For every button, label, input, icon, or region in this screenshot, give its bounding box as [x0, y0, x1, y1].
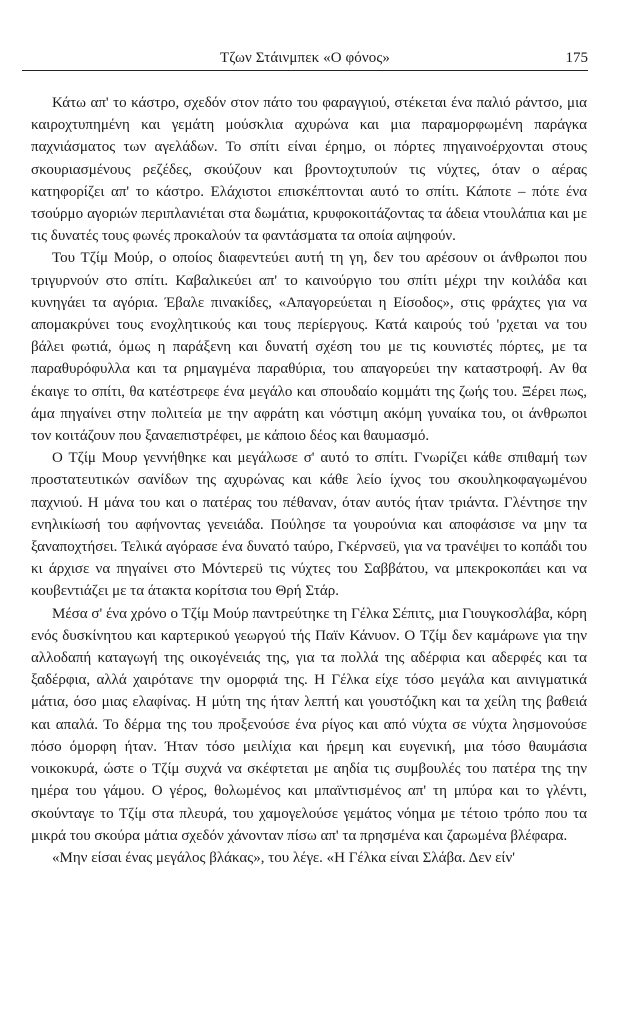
- body-text: [31, 92, 587, 869]
- paragraph: Μέσα σ' ένα χρόνο ο Τζίμ Μούρ παντρεύτηκε τη Γέλκα Σέπιτς, μια Γιουγκοσλάβα, κόρη ενός δυσκίνητου και καρτερικού γεωργού τής Παϊν Κάνυον. Ο Τζίμ δεν καμάρωνε για την αλλοδαπή καταγωγή της οικογένειάς της, για τα πολλά της αδέρφια και αδερφές και τα ξαδέρφια, αλλά χαιρότανε την ομορφιά της. Η Γέλκα είχε τόσο μεγάλα και αινιγματικά μάτια, όσο μιας ελαφίνας. Η μύτη της ήταν λεπτή και γουστόζικη και τα χείλη της βαθειά και απαλά. Το δέρμα της του προξενούσε ένα ρίγος και από νύχτα σε νύχτα λησμονούσε πόσο όμορφη ήταν. Ήταν τόσο μειλίχια και ήρεμη και ευγενική, μια τόσο θαυμάσια νοικοκυρά, ώστε ο Τζίμ συχνά να σκέφτεται με αηδία τις συμβουλές του πατέρα της την ημέρα του γάμου. Ο γέρος, θολωμένος και μπαϊντισμένος απ' τη μπύρα και το γλέντι, σκούνταγε το Τζίμ στα πλευρά, του χαμογελούσε γεμάτος νόημα με τέτοιο τρόπο που τα μικρά του σκούρα μάτια σχεδόν χάνονταν πίσω απ' τα πρησμένα και ζαρωμένα βλέφαρα.: [31, 605, 587, 844]
- paragraph: Ο Τζίμ Μουρ γεννήθηκε και μεγάλωσε σ' αυτό το σπίτι. Γνωρίζει κάθε σπιθαμή των προστατευτικών σανίδων της αχυρώνας και κάθε λείο ίχνος του σκουληκοφαγωμένου παχνιού. Η μάνα του και ο πατέρας του πέθαναν, όταν αυτός ήταν τριάντα. Γλέντησε την ενηλικίωσή του αφήνοντας γενειάδα. Πούλησε τα γουρούνια και αποφάσισε να μην τα ξαναποχτήσει. Τελικά αγόρασε ένα δυνατό ταύρο, Γκέρνσεϋ, για να τρανέψει το κοπάδι του κι άρχισε να πηγαίνει στο Μόντερεϋ τις νύχτες του Σαββάτου, να μπεκροκοπάει και να κουβεντιάζει με τα άτακτα κορίτσια του Θρή Στάρ.: [31, 450, 587, 600]
- paragraph: Του Τζίμ Μούρ, ο οποίος διαφεντεύει αυτή τη γη, δεν του αρέσουν οι άνθρωποι που τριγυρνούν στο σπίτι. Καβαλικεύει απ' το καινούργιο του σπίτι μέχρι την κοιλάδα και κυνηγάει τα αγόρια. Έβαλε πινακίδες, «Απαγορεύεται η Είσοδος», στις φράχτες για να απομακρύνει τους ενοχλητικούς και τους περίεργους. Κατά καιρούς τού 'ρχεται να του βάλει φωτιά, όμως η παράξενη και δυνατή σχέση του με τις κουνιστές πόρτες, με τα παραθυρόφυλλα και τα ρημαγμένα παραθύρια, του απαγορεύει την καταστροφή. Αν θα έκαιγε το σπίτι, θα κατέστρεφε ένα μεγάλο και σπουδαίο κομμάτι της ζωής του. Ξέρει πως, άμα πηγαίνει στην πολιτεία με την αφράτη και νόστιμη ακόμη γυναίκα του, οι άνθρωποι τον κοιτάζουν που ξαναεπιστρέφει, με κάποιο δέος και θαυμασμό.: [31, 250, 587, 445]
- running-title: Τζων Στάινμπεκ «Ο φόνος»: [220, 50, 390, 66]
- paragraph: Κάτω απ' το κάστρο, σχεδόν στον πάτο του φαραγγιού, στέκεται ένα παλιό ράντσο, μια καιροχτυπημένη και γεμάτη μούσκλια αχυρώνα και μια παραμορφωμένη παράγκα παχνιάσματος των αγελάδων. Το σπίτι είναι έρημο, οι πόρτες πηγαινοέρχονται στους σκουριασμένους ρεζέδες, σκούζουν και βροντοχτυπούν τις νύχτες, όταν ο αέρας κατηφορίζει απ' το κάστρο. Ελάχιστοι επισκέπτονται αυτό το σπίτι. Κάποτε – πότε ένα τσούρμο αγοριών περιπλανιέται στα δωμάτια, κρυφοκοιτάζοντας τα άδεια ντουλάπια και με τις δυνατές τους φωνές προκαλούν τα φαντάσματα τα οποία αψηφούν.: [31, 95, 587, 245]
- page-number: 175: [565, 50, 588, 66]
- paragraph: «Μην είσαι ένας μεγάλος βλάκας», του λέγε. «Η Γέλκα είναι Σλάβα. Δεν είν': [52, 849, 515, 866]
- header-rule: [22, 70, 588, 71]
- running-header: [22, 48, 588, 70]
